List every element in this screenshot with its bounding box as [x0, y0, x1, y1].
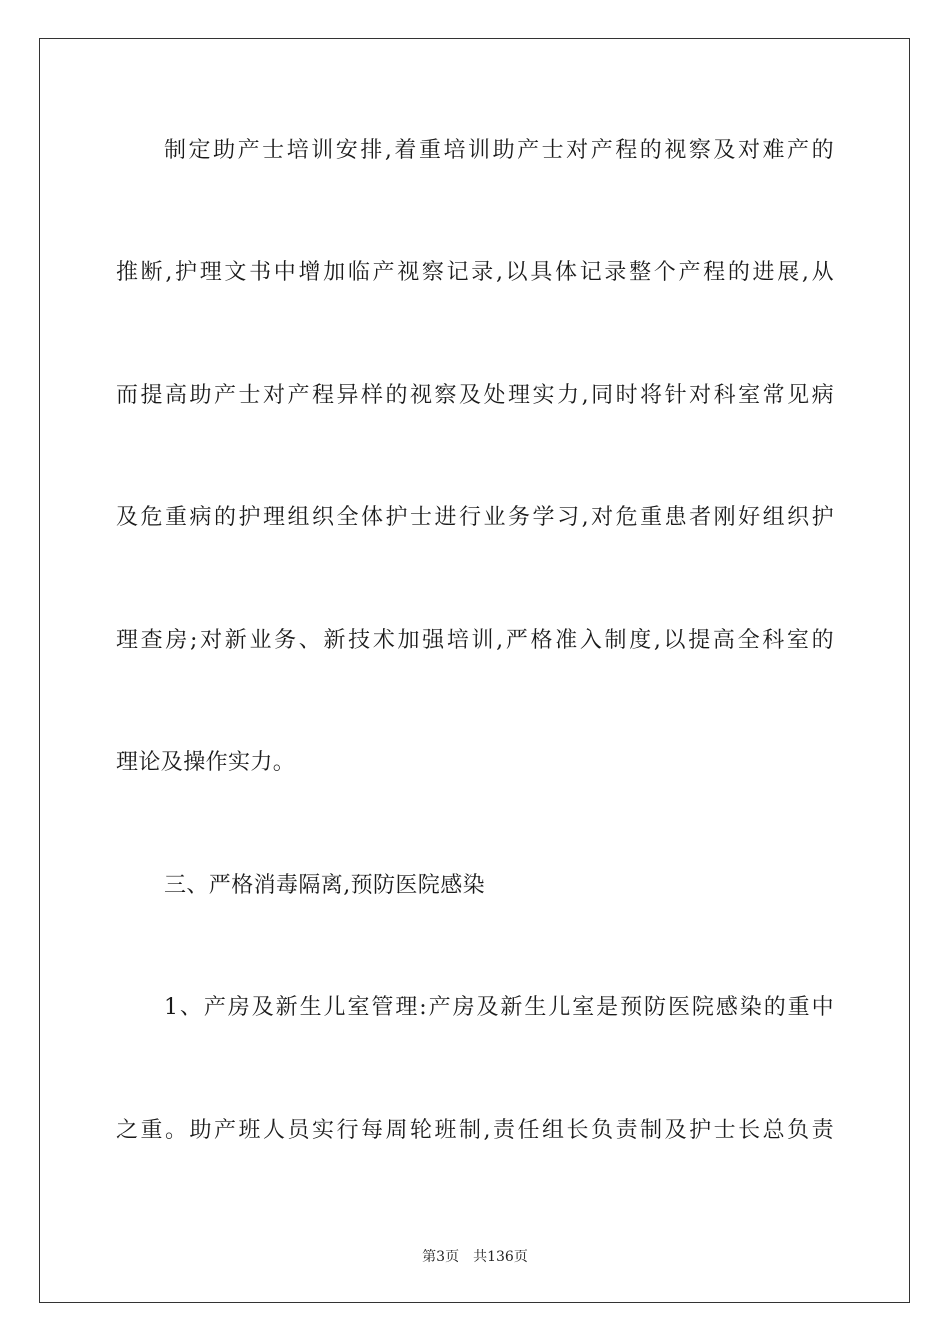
page-number: 第3页 — [422, 1249, 460, 1265]
paragraph-line-5: 理查房;对新业务、新技术加强培训,严格准入制度,以提高全科室的 — [116, 628, 834, 653]
page-total: 共136页 — [473, 1249, 528, 1265]
paragraph-line-2: 推断,护理文书中增加临产视察记录,以具体记录整个产程的进展,从 — [116, 260, 834, 285]
paragraph-line-9: 之重。助产班人员实行每周轮班制,责任组长负责制及护士长总负责 — [116, 1118, 834, 1143]
paragraph-line-4: 及危重病的护理组织全体护士进行业务学习,对危重患者刚好组织护 — [116, 505, 834, 530]
paragraph-line-1: 制定助产士培训安排,着重培训助产士对产程的视察及对难产的 — [164, 138, 834, 163]
page-border — [39, 38, 910, 1303]
section-heading: 三、严格消毒隔离,预防医院感染 — [164, 873, 485, 898]
paragraph-line-3: 而提高助产士对产程异样的视察及处理实力,同时将针对科室常见病 — [116, 383, 834, 408]
paragraph-line-6: 理论及操作实力。 — [116, 750, 296, 775]
paragraph-line-8: 1、产房及新生儿室管理:产房及新生儿室是预防医院感染的重中 — [164, 995, 834, 1020]
page-footer — [0, 1247, 950, 1267]
